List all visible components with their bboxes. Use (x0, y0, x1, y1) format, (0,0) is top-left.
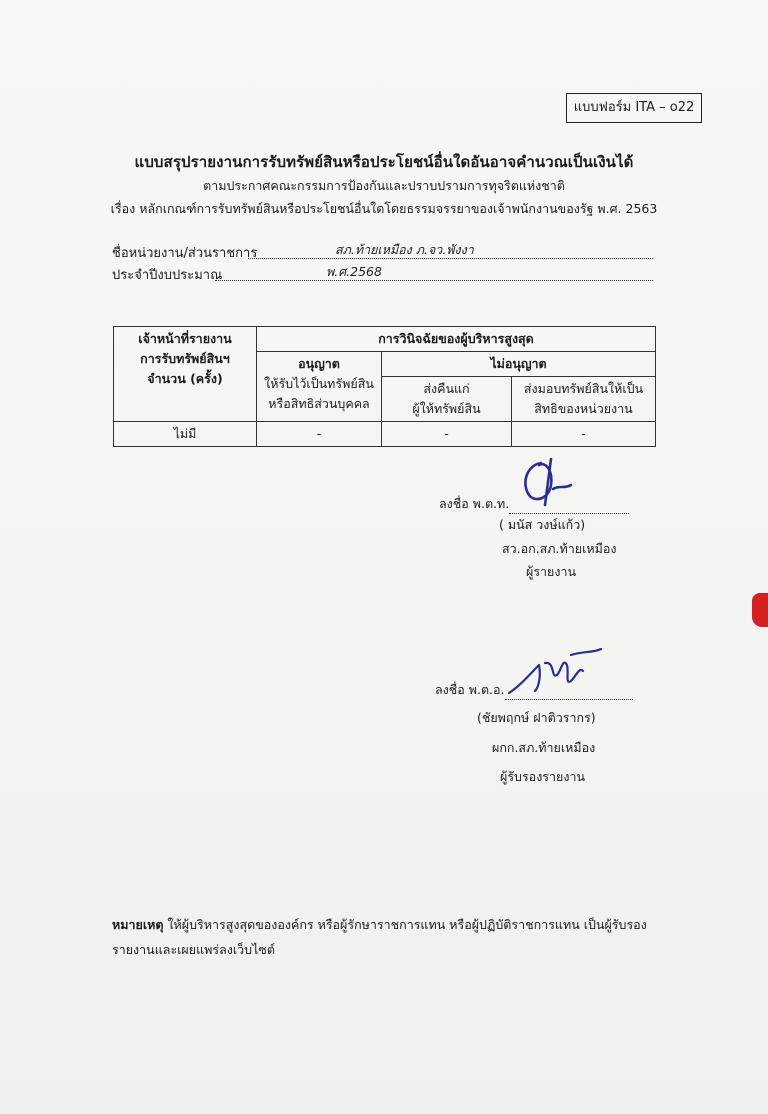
deliver-desc-line: ส่งมอบทรัพย์สินให้เป็น (523, 381, 644, 396)
allowed-header: อนุญาต (298, 356, 340, 371)
return-desc-line: ผู้ให้ทรัพย์สิน (412, 401, 481, 416)
not-allowed-header: ไม่อนุญาต (382, 352, 656, 377)
return-value-cell: - (382, 422, 512, 447)
document-subtitle-subject: เรื่อง หลักเกณฑ์การรับทรัพย์สินหรือประโยชน์อื่นใดโดยธรรมจรรยาของเจ้าพนักงานของรัฐ พ.ศ. 2563 (110, 201, 658, 216)
agency-field-label: ชื่อหน่วยงาน/ส่วนราชการ (112, 246, 258, 261)
deliver-desc-line: สิทธิของหน่วยงาน (534, 401, 633, 416)
reporter-position: สว.อก.สภ.ท้ายเหมือง (502, 541, 617, 556)
col-header-line: เจ้าหน้าที่รายงาน (138, 331, 232, 346)
footnote-text: ให้ผู้บริหารสูงสุดขององค์กร หรือผู้รักษาราชการแทน หรือผู้ปฏิบัติราชการแทน เป็นผู้รับรองรายงานและเผยแพร่ลงเว็บไซต์ (112, 917, 647, 957)
decision-header: การวินิจฉัยของผู้บริหารสูงสุด (257, 327, 656, 352)
allowed-header-cell (257, 352, 382, 422)
reporter-sign-label: ลงชื่อ พ.ต.ท. (439, 496, 510, 511)
red-ink-mark (752, 593, 768, 627)
certifier-position: ผกก.สภ.ท้ายเหมือง (492, 740, 596, 755)
document-title: แบบสรุปรายงานการรับทรัพย์สินหรือประโยชน์อื่นใดอันอาจคำนวณเป็นเงินได้ (134, 153, 634, 171)
fiscal-year-label: ประจำปีงบประมาณ (112, 268, 223, 283)
footnote (112, 912, 672, 962)
return-desc-line: ส่งคืนแก่ (423, 381, 470, 396)
gift-report-table (113, 326, 656, 447)
certifier-name: (ชัยพฤกษ์ ฝาติวรากร) (477, 710, 596, 725)
footnote-label: หมายเหตุ (112, 917, 164, 932)
agency-field-value: สภ.ท้ายเหมือง ภ.จว.พังงา (335, 242, 474, 257)
report-count-cell: ไม่มี (114, 422, 257, 447)
certifier-signature-image (505, 645, 605, 700)
allowed-desc-line: ให้รับไว้เป็นทรัพย์สิน (264, 376, 374, 391)
deliver-desc-cell (512, 377, 656, 422)
certifier-sign-label: ลงชื่อ พ.ต.อ. (435, 682, 505, 697)
allowed-desc-line: หรือสิทธิส่วนบุคคล (268, 396, 370, 411)
fiscal-year-value: พ.ศ.2568 (326, 264, 382, 279)
col-header-line: การรับทรัพย์สินฯ (140, 351, 230, 366)
reporter-signature-image (515, 455, 575, 511)
reporter-role: ผู้รายงาน (526, 564, 577, 579)
col-reporter-header (114, 327, 257, 422)
return-desc-cell (382, 377, 512, 422)
col-header-line: จำนวน (ครั้ง) (147, 371, 223, 386)
document-subtitle-announcement: ตามประกาศคณะกรรมการป้องกันและปราบปรามการทุจริตแห่งชาติ (203, 178, 565, 193)
form-code-box: แบบฟอร์ม ITA – o22 (566, 93, 702, 123)
certifier-role: ผู้รับรองรายงาน (500, 769, 586, 784)
reporter-name: ( มนัส วงษ์แก้ว) (499, 517, 586, 532)
fiscal-year-dotted-line (215, 264, 653, 281)
deliver-value-cell: - (512, 422, 656, 447)
allowed-value-cell: - (257, 422, 382, 447)
